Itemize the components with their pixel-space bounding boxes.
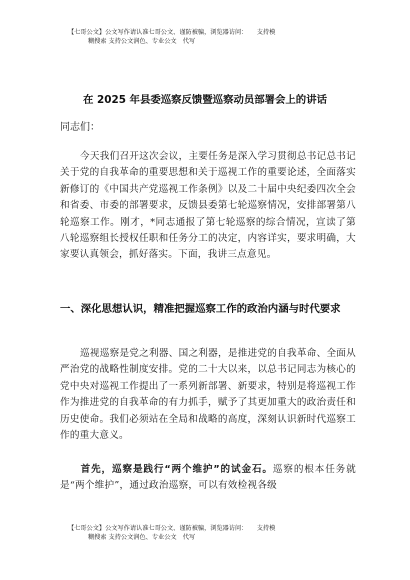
- paragraph-1-text: 今天我们召开这次会议，主要任务是深入学习贯彻总书记总书记关于党的自我革命的重要思想和关于巡视工作的重要论述，全面落实新修订的《中国共产党巡视工作条例》以及二十届中央纪委四次全会和省委、市委的部署要求，反馈县委第七轮巡察情况，安排部署第八轮巡察工作。刚才，*同志通报了第七轮巡察的综合情况，宣读了第八轮巡察组长授权任职和任务分工的决定，内容详实，要求明确，大家要认真领会，抓好落实。下面，我讲三点意见。: [60, 151, 356, 261]
- paragraph-2: [60, 346, 356, 444]
- paragraph-2-text: 巡视巡察是党之利器、国之利器，是推进党的自我革命、全面从严治党的战略性制度安排。党的二十大以来，以总书记同志为核心的党中央对巡视工作提出了一系列新部署、新要求，特别是将巡视工作作为推进党的自我革命的有力抓手，赋予了其更加重大的政治责任和历史使命。我们必须站在全局和战略的高度，深刻认识新时代巡察工作的重大意义。: [60, 348, 356, 442]
- banner-line-1: 【七哥公文】公文写作请认准七哥公文、谨防被骗，浏览器访问： 支持模: [68, 29, 276, 36]
- paragraph-3: [60, 462, 356, 495]
- salutation: 同志们：: [60, 122, 100, 133]
- document-title: 在 2025 年县委巡察反馈暨巡察动员部署会上的讲话: [83, 94, 327, 106]
- footer-banner-line-1: 【七哥公文】公文写作请认准七哥公文、谨防被骗，浏览器访问： 支持模: [68, 525, 276, 532]
- paragraph-3-text: 巡察的根本任务就是“两个维护”，通过政治巡察，可以有效检视各级: [60, 464, 356, 492]
- footer-banner: [68, 524, 358, 542]
- banner-line-2: 糊搜索 支持公文润色、专业公文 代写: [88, 38, 196, 45]
- footer-banner-line-2: 糊搜索 支持公文润色、专业公文 代写: [88, 534, 196, 541]
- paragraph-1: [60, 149, 356, 264]
- header-banner: [68, 28, 358, 46]
- paragraph-3-lead: 首先，巡察是践行“两个维护”的试金石。: [80, 464, 273, 475]
- section-heading-1: 一、深化思想认识，精准把握巡察工作的政治内涵与时代要求: [60, 303, 341, 315]
